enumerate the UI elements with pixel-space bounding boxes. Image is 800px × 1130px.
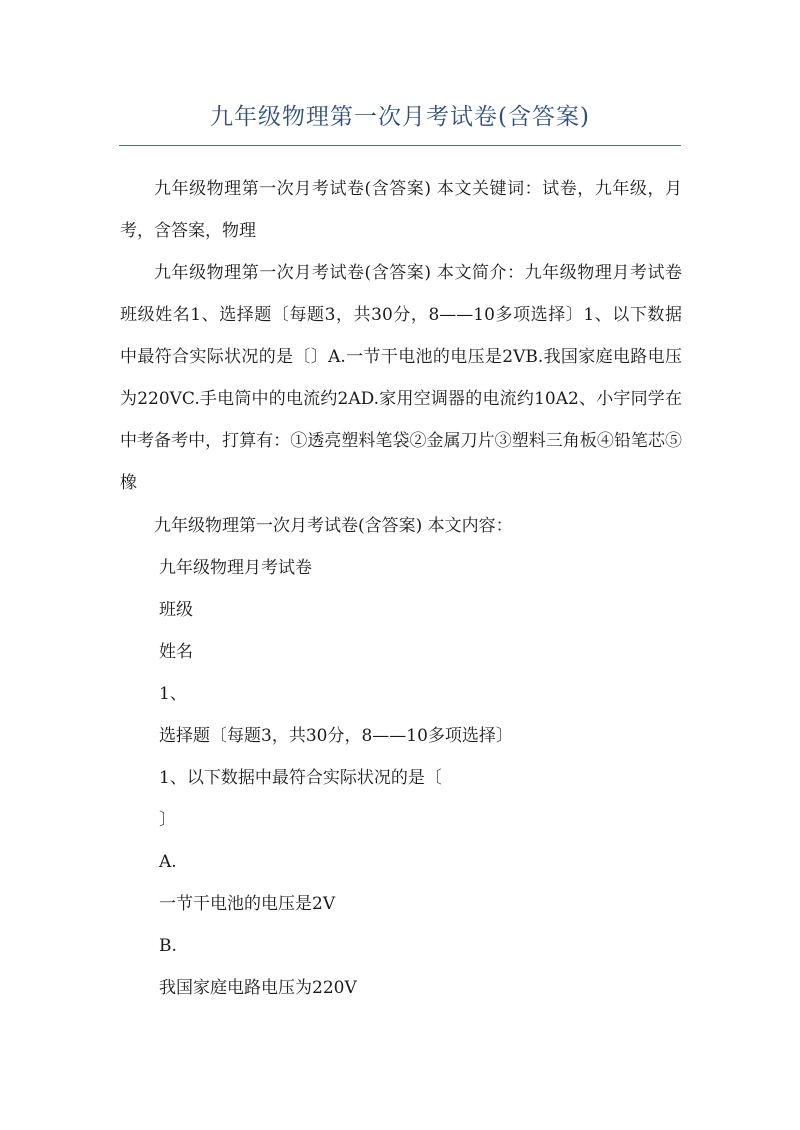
content-line-exam-title: 九年级物理月考试卷: [159, 558, 312, 578]
content-line-section-heading: 选择题〔每题3，共30分，8——10多项选择〕: [159, 726, 513, 746]
content-line-option-a-text: 一节干电池的电压是2V: [159, 894, 336, 914]
content-heading: 九年级物理第一次月考试卷(含答案) 本文内容：: [154, 516, 513, 536]
content-line-option-b-text: 我国家庭电路电压为220V: [159, 978, 357, 998]
content-line-option-a-label: A.: [159, 852, 177, 872]
summary-paragraph: 九年级物理第一次月考试卷(含答案) 本文简介：九年级物理月考试卷班级姓名1、选择题〔每题3，共30分，8——10多项选择〕1、以下数据中最符合实际状况的是〔〕A.一节干电池的电压是2VB.我国家庭电路电压为220VC.手电筒中的电流约2AD.家用空调器的电流约10A2、小宇同学在中考备考中，打算有：①透亮塑料笔袋②金属刀片③塑料三角板④铅笔芯⑤橡: [120, 263, 682, 493]
title-divider: [119, 145, 681, 146]
content-line-question-1: 1、以下数据中最符合实际状况的是〔: [159, 768, 442, 788]
content-line-option-b-label: B.: [159, 936, 177, 956]
document-title: 九年级物理第一次月考试卷(含答案): [210, 104, 590, 130]
keywords-paragraph: 九年级物理第一次月考试卷(含答案) 本文关键词：试卷，九年级，月考，含答案，物理: [120, 179, 682, 241]
content-line-section-number: 1、: [159, 684, 187, 704]
content-line-name: 姓名: [159, 642, 193, 662]
content-line-class: 班级: [159, 600, 193, 620]
content-line-question-1-close: 〕: [159, 810, 176, 830]
